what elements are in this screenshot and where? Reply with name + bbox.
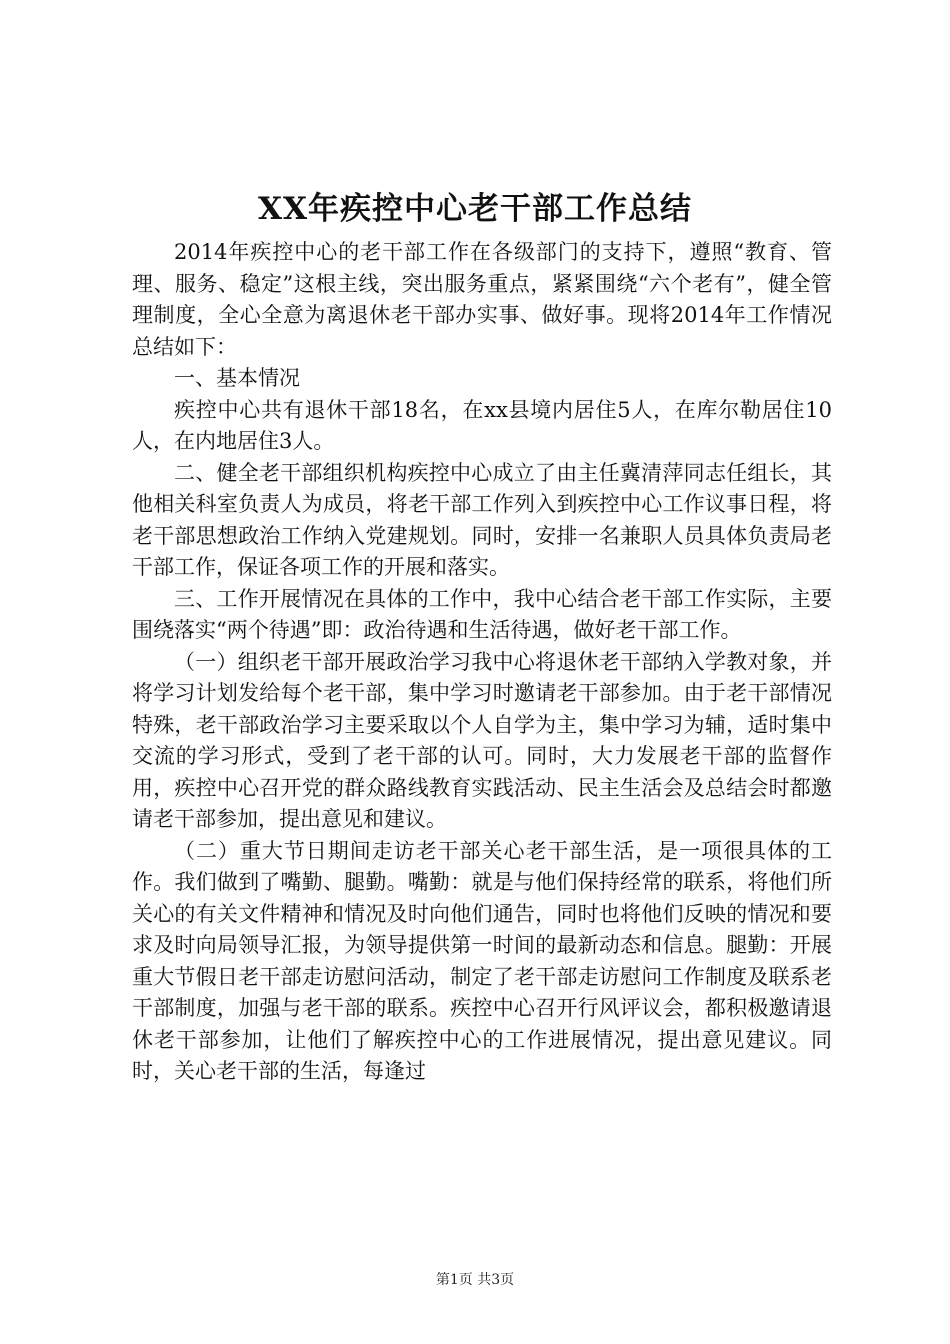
document-title: XX年疾控中心老干部工作总结 — [257, 191, 693, 227]
paragraph-intro: 2014年疾控中心的老干部工作在各级部门的支持下，遵照“教育、管理、服务、稳定”这根主线，突出服务重点，紧紧围绕“六个老有”，健全管理制度，全心全意为离退休老干部办实事、做好事。现将2014年工作情况总结如下： — [132, 240, 832, 359]
document-body — [132, 237, 832, 1088]
page-footer: 第1页 共3页 — [435, 1272, 515, 1288]
section-heading-basic: 一、基本情况 — [174, 366, 300, 390]
paragraph-basic-info: 疾控中心共有退休干部18名，在xx县境内居住5人，在库尔勒居住10人，在内地居住3人。 — [132, 397, 832, 453]
paragraph-work-status: 三、工作开展情况在具体的工作中，我中心结合老干部工作实际，主要围绕落实“两个待遇”即：政治待遇和生活待遇，做好老干部工作。 — [132, 586, 832, 642]
paragraph-holiday-visits: （二）重大节日期间走访老干部关心老干部生活，是一项很具体的工作。我们做到了嘴勤、腿勤。嘴勤：就是与他们保持经常的联系，将他们所关心的有关文件精神和情况及时向他们通告，同时也将他们反映的情况和要求及时向局领导汇报，为领导提供第一时间的最新动态和信息。腿勤：开展重大节假日老干部走访慰问活动，制定了老干部走访慰问工作制度及联系老干部制度，加强与老干部的联系。疾控中心召开行风评议会，都积极邀请退休老干部参加，让他们了解疾控中心的工作进展情况，提出意见建议。同时，关心老干部的生活，每逢过 — [132, 838, 832, 1083]
paragraph-political-study: （一）组织老干部开展政治学习我中心将退休老干部纳入学教对象，并将学习计划发给每个老干部，集中学习时邀请老干部参加。由于老干部情况特殊，老干部政治学习主要采取以个人自学为主，集中学习为辅，适时集中交流的学习形式，受到了老干部的认可。同时，大力发展老干部的监督作用，疾控中心召开党的群众路线教育实践活动、民主生活会及总结会时都邀请老干部参加，提出意见和建议。 — [132, 649, 832, 831]
paragraph-organization: 二、健全老干部组织机构疾控中心成立了由主任冀清萍同志任组长，其他相关科室负责人为成员，将老干部工作列入到疾控中心工作议事日程，将老干部思想政治工作纳入党建规划。同时，安排一名兼职人员具体负责局老干部工作，保证各项工作的开展和落实。 — [132, 460, 832, 579]
